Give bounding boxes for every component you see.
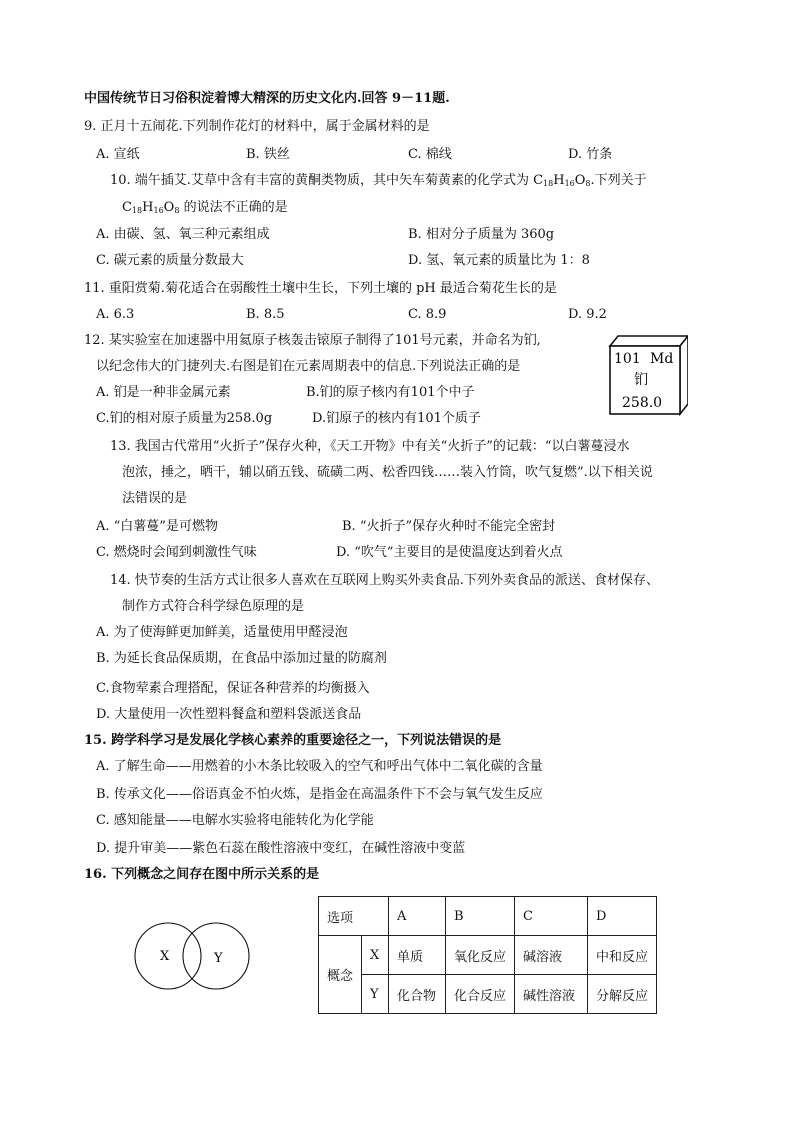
header-cell-c: C [515,897,588,936]
q12-option-a: A. 钔是一种非金属元素 [96,385,231,400]
q14-option-c: C.食物荤素合理搭配，保证各种营养的均衡摄入 [96,681,370,696]
header-cell-d: D [588,897,657,936]
q11-option-d: D. 9.2 [568,307,607,322]
element-name: 钔 [634,372,648,388]
q10-stem: 10. 端午插艾.艾草中含有丰富的黄酮类物质，其中矢车菊黄素的化学式为 $C_{18}H_{16}O_8$.下列关于 [110,173,647,188]
cell-x-b: 氧化反应 [446,936,515,975]
q11-stem: 11. 重阳赏菊.菊花适合在弱酸性土壤中生长，下列土壤的 pH 最适合菊花生长的是 [84,281,557,296]
q10-option-a: A. 由碳、氢、氧三种元素组成 [96,227,270,242]
q15-option-b: B. 传承文化——俗语真金不怕火炼，是指金在高温条件下不会与氧气发生反应 [96,787,543,802]
cell-y-a: 化合物 [389,975,446,1014]
q12-option-c: C.钔的相对原子质量为258.0g [96,411,273,426]
venn-label-y: Y [214,951,223,966]
cell-x-d: 中和反应 [588,936,657,975]
element-card-mendelevium [604,332,688,416]
section-intro: 中国传统节日习俗积淀着博大精深的历史文化内.回答 9－11题. [84,91,450,106]
element-mass: 258.0 [622,395,663,411]
header-cell-options: 选项 [319,897,389,936]
q13-stem-line2: 泡浓，捶之，晒干，辅以硝五钱、硫磺二两、松香四钱……装入竹筒，吹气复燃”.以下相关说 [122,465,653,480]
q10-option-d: D. 氢、氧元素的质量比为 1：8 [408,253,590,268]
q14-stem-line1: 14. 快节奏的生活方式让很多人喜欢在互联网上购买外卖食品.下列外卖食品的派送、食材保存、 [110,573,659,588]
q13-stem-line3: 法错误的是 [122,491,188,506]
venn-diagram [134,920,254,992]
q9-option-b: B. 铁丝 [246,147,290,162]
cell-y-d: 分解反应 [588,975,657,1014]
table-header-row [319,897,657,936]
venn-label-x: X [160,949,170,964]
q9-option-d: D. 竹条 [568,147,613,162]
q12-option-b: B.钔的原子核内有101个中子 [306,385,475,400]
q10-option-c: C. 碳元素的质量分数最大 [96,253,244,268]
table-row-y [319,975,657,1014]
cell-y-c: 碱性溶液 [515,975,588,1014]
q13-option-a: A. “白薯蔓”是可燃物 [96,519,218,534]
q12-option-d: D.钔原子的核内有101个质子 [312,411,481,426]
q13-option-b: B. “火折子”保存火种时不能完全密封 [342,519,556,534]
q16-stem: 16. 下列概念之间存在图中所示关系的是 [84,867,320,882]
element-symbol: Md [650,351,674,367]
q12-stem-line1: 12. 某实验室在加速器中用氦原子核轰击锿原子制得了101号元素，并命名为钔, [84,333,541,348]
element-number: 101 [614,351,641,367]
q14-option-b: B. 为延长食品保质期，在食品中添加过量的防腐剂 [96,651,387,666]
concept-table [318,896,657,1014]
row-label-y: Y [362,975,389,1014]
header-cell-a: A [389,897,446,936]
q15-option-d: D. 提升审美——紫色石蕊在酸性溶液中变红，在碱性溶液中变蓝 [96,841,466,856]
q13-stem-line1: 13. 我国古代常用“火折子”保存火种，《天工开物》中有关“火折子”的记载：“以白薯蔓浸水 [110,439,630,454]
q11-option-a: A. 6.3 [96,307,135,322]
table-row-x [319,936,657,975]
q12-stem-line2: 以纪念伟大的门捷列夫.右图是钔在元素周期表中的信息.下列说法正确的是 [96,359,521,374]
cell-x-a: 单质 [389,936,446,975]
q14-stem-line2: 制作方式符合科学绿色原理的是 [122,599,305,614]
header-cell-b: B [446,897,515,936]
q10-stem-line2: $C_{18}H_{16}O_8$ 的说法不正确的是 [122,200,288,215]
q14-option-a: A. 为了使海鲜更加鲜美，适量使用甲醛浸泡 [96,625,348,640]
row-label-concept: 概念 [319,936,362,1014]
q10-option-b: B. 相对分子质量为 360g [408,227,555,242]
q13-option-d: D. “吹气”主要目的是使温度达到着火点 [336,545,563,560]
q15-stem: 15. 跨学科学习是发展化学核心素养的重要途径之一，下列说法错误的是 [84,733,502,748]
cell-x-c: 碱溶液 [515,936,588,975]
q11-option-c: C. 8.9 [408,307,447,322]
q11-option-b: B. 8.5 [246,307,285,322]
q13-option-c: C. 燃烧时会闻到刺激性气味 [96,545,257,560]
row-label-x: X [362,936,389,975]
q9-stem: 9. 正月十五闹花.下列制作花灯的材料中，属于金属材料的是 [84,119,430,134]
cell-y-b: 化合反应 [446,975,515,1014]
q9-option-a: A. 宣纸 [96,147,140,162]
q15-option-c: C. 感知能量——电解水实验将电能转化为化学能 [96,813,374,828]
q9-option-c: C. 棉线 [408,147,452,162]
q15-option-a: A. 了解生命——用燃着的小木条比较吸入的空气和呼出气体中二氧化碳的含量 [96,759,543,774]
q14-option-d: D. 大量使用一次性塑料餐盒和塑料袋派送食品 [96,707,362,722]
